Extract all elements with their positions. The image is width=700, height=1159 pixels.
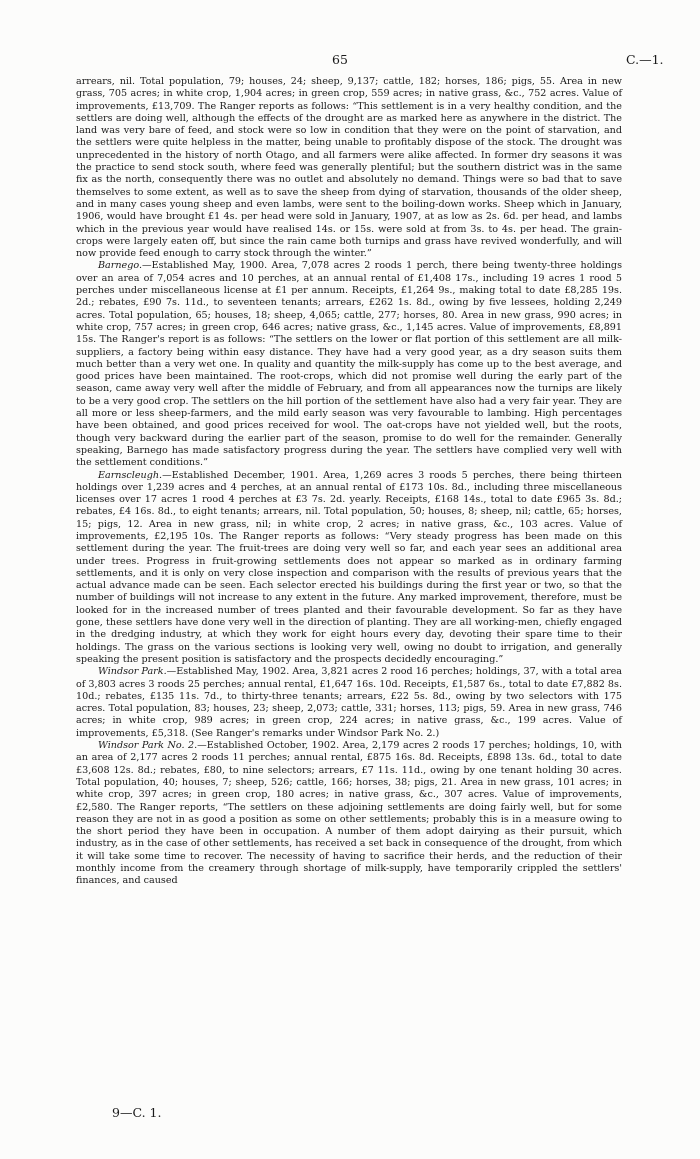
paragraph-text: —Established December, 1901. Area, 1,269 acres 3 roods 5 perches, there being thirteen holdings over 1,239 acres and 4 perches, at an annual rental of £173 10s. 8d., including three miscellaneous licenses over 17 acres 1 rood 4 perches at £3 7s. 2d. yearly. Receipts, £168 14s., total to date £965 3s. 8d.; rebates, £4 16s. 8d., to eight tenants; arrears, nil. Total population, 50; houses, 8; sheep, nil; cattle, 65; horses, 15; pigs, 12. Area in new grass, nil; in white crop, 2 acres; in native grass, &c., 103 acres. Value of improvements, £2,195 10s. The Ranger reports as follows: “Very steady progress has been made on this settlement during the year. The fruit-trees are doing very well so far, and each year sees an additional area under trees. Progress in fruit-growing settlements does not appear so marked as in ordinary farming settlements, and it is only on very close inspection and comparison with the results of previous years that the actual advance made can be seen. Each selector erected his buildings during the first year or two, so that the number of buildings will not increase to any extent in the future. Any marked improvement, therefore, must be looked for in the increased number of trees planted and their favourable development. So far as they have gone, these settlers have done very well in the direction of planting. They are all working-men, chiefly engaged in the dredging industry, at which they work for eight hours every day, devoting their spare time to their holdings. The grass on the various sections is looking very well, owing no doubt to irrigation, and generally speaking the present position is satisfactory and the prospects decidedly encouraging.” xyxy=(76,469,622,665)
document-reference: C.—1. xyxy=(626,52,664,67)
paragraph-text: —Established October, 1902. Area, 2,179 acres 2 roods 17 perches; holdings, 10, with an area of 2,177 acres 2 roods 11 perches; annual rental, £875 16s. 8d. Receipts, £898 13s. 6d., total to date £3,608 12s. 8d.; rebates, £80, to nine selectors; arrears, £7 11s. 11d., owing by one tenant holding 30 acres. Total population, 40; houses, 7; sheep, 526; cattle, 166; horses, 38; pigs, 21. Area in new grass, 101 acres; in white crop, 397 acres; in green crop, 180 acres; in native grass, &c., 307 acres. Value of improvements, £2,580. The Ranger reports, “The settlers on these adjoining settlements are doing fairly well, but for some reason they are not in as good a position as some on other settlements; probably this is in a measure owing to the short period they have been in occupation. A number of them adopt dairying as their pursuit, which industry, as in the case of other settlements, has received a set back in consequence of the drought, from which it will take some time to recover. The necessity of having to sacrifice their herds, and the reduction of their monthly income from the creamery through shortage of milk-supply, have temporarily crippled the settlers' finances, and caused xyxy=(76,740,622,887)
settlement-name: Windsor Park No. 2. xyxy=(98,740,198,752)
settlement-name: Earnscleugh. xyxy=(98,469,163,481)
sheet-signature: 9—C. 1. xyxy=(112,1105,162,1120)
settlement-name: Windsor Park. xyxy=(98,666,167,678)
paragraph-text: —Established May, 1900. Area, 7,078 acres 2 roods 1 perch, there being twenty-three holdings over an area of 7,054 acres and 10 perches, at an annual rental of £1,408 17s., including 19 acres 1 rood 5 perches under miscellaneous license at £1 per annum. Receipts, £1,264 9s., making total to date £8,285 19s. 2d.; rebates, £90 7s. 11d., to seventeen tenants; arrears, £262 1s. 8d., owing by five lessees, holding 2,249 acres. Total population, 65; houses, 18; sheep, 4,065; cattle, 277; horses, 80. Area in new grass, 990 acres; in white crop, 757 acres; in green crop, 646 acres; native grass, &c., 1,145 acres. Value of improvements, £8,891 15s. The Ranger's report is as follows: “The settlers on the lower or flat portion of this settlement are all milk-suppliers, a factory being within easy distance. They have had a very good year, as a dry season suits them much better than a very wet one. In quality and quantity the milk-supply has come up to the best average, and good prices have been maintained. The root-crops, which did not promise well during the early part of the season, came away very well after the middle of February, and from all appearances now the turnips are likely to be a very good crop. The settlers on the hill portion of the settlement have also had a very fair year. They are all more or less sheep-farmers, and the mild early season was very favourable to lambing. High percentages have been obtained, and good prices received for wool. The oat-crops have not yielded well, but the roots, though very backward during the earlier part of the season, promise to do well for the remainder. Generally speaking, Barnego has made satisfactory progress during the year. The settlers have complied very well with the settlement conditions.” xyxy=(76,260,622,469)
settlement-name: Barnego. xyxy=(98,260,143,272)
paragraph-barnego xyxy=(76,260,622,469)
paragraph-windsor-park-no-2 xyxy=(76,740,622,888)
paragraph-text: arrears, nil. Total population, 79; houses, 24; sheep, 9,137; cattle, 182; horses, 186; pigs, 55. Area in new grass, 705 acres; in white crop, 1,904 acres; in green crop, 559 acres; in native grass, &c., 752 acres. Value of improvements, £13,709. The Ranger reports as follows: “This settlement is in a very healthy condition, and the settlers are doing well, although the effects of the drought are as marked here as anywhere in the district. The land was very bare of feed, and stock were so low in condition that they were on the point of starvation, and the settlers were quite helpless in the matter, being unable to profitably dispose of the stock. The drought was unprecedented in the history of north Otago, and all farmers were alike affected. In former dry seasons it was the practice to send stock south, where feed was generally plentiful; but the southern district was in the same fix as the north, consequently there was no outlet and absolutely no demand. Things were so bad that to save themselves to some extent, as well as to save the sheep from dying of starvation, thousands of the older sheep, and in many cases young sheep and even lambs, were sent to the boiling-down works. Sheep which in January, 1906, would have brought £1 4s. per head were sold in January, 1907, at as low as 2s. 6d. per head, and lambs which in the previous year would have realised 14s. or 15s. were sold at from 3s. to 4s. per head. The grain-crops were largely eaten off, but since the rain came both turnips and grass have revived wonderfully, and will now provide feed enough to carry stock through the winter.” xyxy=(76,76,622,260)
paragraph-text: —Established May, 1902. Area, 3,821 acres 2 rood 16 perches; holdings, 37, with a total area of 3,803 acres 3 roods 25 perches; annual rental, £1,647 16s. 10d. Receipts, £1,587 6s., total to date £7,882 8s. 10d.; rebates, £135 11s. 7d., to thirty-three tenants; arrears, £22 5s. 8d., owing by two selectors with 175 acres. Total population, 83; houses, 23; sheep, 2,073; cattle, 331; horses, 113; pigs, 59. Area in new grass, 746 acres; in white crop, 989 acres; in green crop, 224 acres; in native grass, &c., 199 acres. Value of improvements, £5,318. (See Ranger's remarks under Windsor Park No. 2.) xyxy=(76,666,622,739)
paragraph-windsor-park xyxy=(76,666,622,740)
body-text xyxy=(76,76,622,888)
paragraph-continuation xyxy=(76,76,622,260)
page-number: 65 xyxy=(332,52,348,67)
paragraph-earnscleugh xyxy=(76,470,622,667)
